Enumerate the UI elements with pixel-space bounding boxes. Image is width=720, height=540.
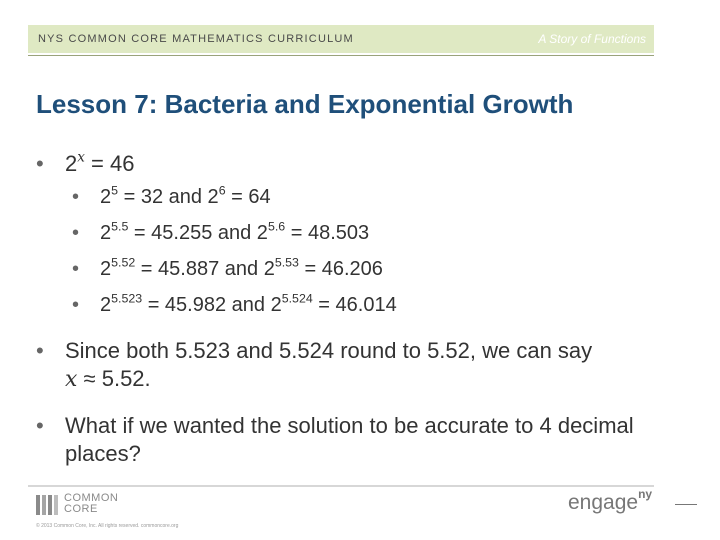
step-item: • $2^{5.52} = 45.887$ and $2^{5.53} = 46.206$ [36,256,686,283]
step-exp-b: 6 [218,183,226,198]
header-divider [28,55,654,56]
bullet-icon: • [36,338,44,363]
step-val-b: = 64 [225,186,271,208]
bullet-icon: • [72,294,80,316]
engage-rule [675,504,697,505]
slide-content [36,150,686,468]
step-exp-b: 5.6 [267,219,286,234]
engage-wordmark: engage [568,491,639,514]
conclusion-variable: x [65,367,78,392]
eq-rhs: = 46 [84,151,135,176]
bullet-icon: • [36,151,44,176]
curriculum-label: NYS COMMON CORE MATHEMATICS CURRICULUM [38,33,354,45]
bullet-icon: • [36,413,44,438]
step-exp-a: 5.523 [111,291,143,306]
engageny-logo [568,487,653,515]
step-exp-b: 5.524 [281,291,313,306]
bullet-icon: • [72,258,80,280]
bullet-icon: • [72,186,80,208]
question-text: What if we wanted the solution to be accurate to 4 decimal places? [65,413,634,466]
common-core-logo-text: COMMON CORE [64,492,119,515]
module-label: A Story of Functions [538,32,646,46]
conclusion-bullet [36,337,686,394]
eq-base: 2 [65,151,78,176]
step-item: • $2^{5.5} = 45.255$ and $2^{5.6} = 48.503$ [36,220,686,247]
equation-bullet [36,150,686,178]
step-val-a: = 32 and 2 [118,186,219,208]
footer-divider [28,485,654,487]
conclusion-text: Since both 5.523 and 5.524 round to 5.52, we can say [65,338,593,363]
engage-ny-mark: ny [638,487,653,502]
step-val-b: = 48.503 [285,222,370,244]
slide-title: Lesson 7: Bacteria and Exponential Growth [36,89,574,119]
header-bar [28,25,654,53]
common-core-logo-icon [36,495,58,515]
conclusion-approx: ≈ 5.52. [77,366,151,391]
step-val-a: = 45.887 and 2 [135,258,275,280]
eq-exponent: x [77,150,85,166]
step-exp-b: 5.53 [274,255,299,270]
step-exp-a: 5.52 [111,255,136,270]
copyright-notice: © 2013 Common Core, Inc. All rights reserved. commoncore.org [36,523,179,529]
question-bullet [36,412,686,468]
step-val-a: = 45.982 and 2 [142,294,282,316]
step-item: • $2^5 = 32$ and $2^6 = 64$ [36,184,686,211]
step-val-b: = 46.206 [298,258,383,280]
step-val-a: = 45.255 and 2 [128,222,268,244]
step-exp-a: 5 [111,183,119,198]
step-exp-a: 5.5 [111,219,129,234]
step-item: • $2^{5.523} = 45.982$ and $2^{5.524} = 46.014$ [36,292,686,319]
step-val-b: = 46.014 [312,294,397,316]
bullet-icon: • [72,222,80,244]
